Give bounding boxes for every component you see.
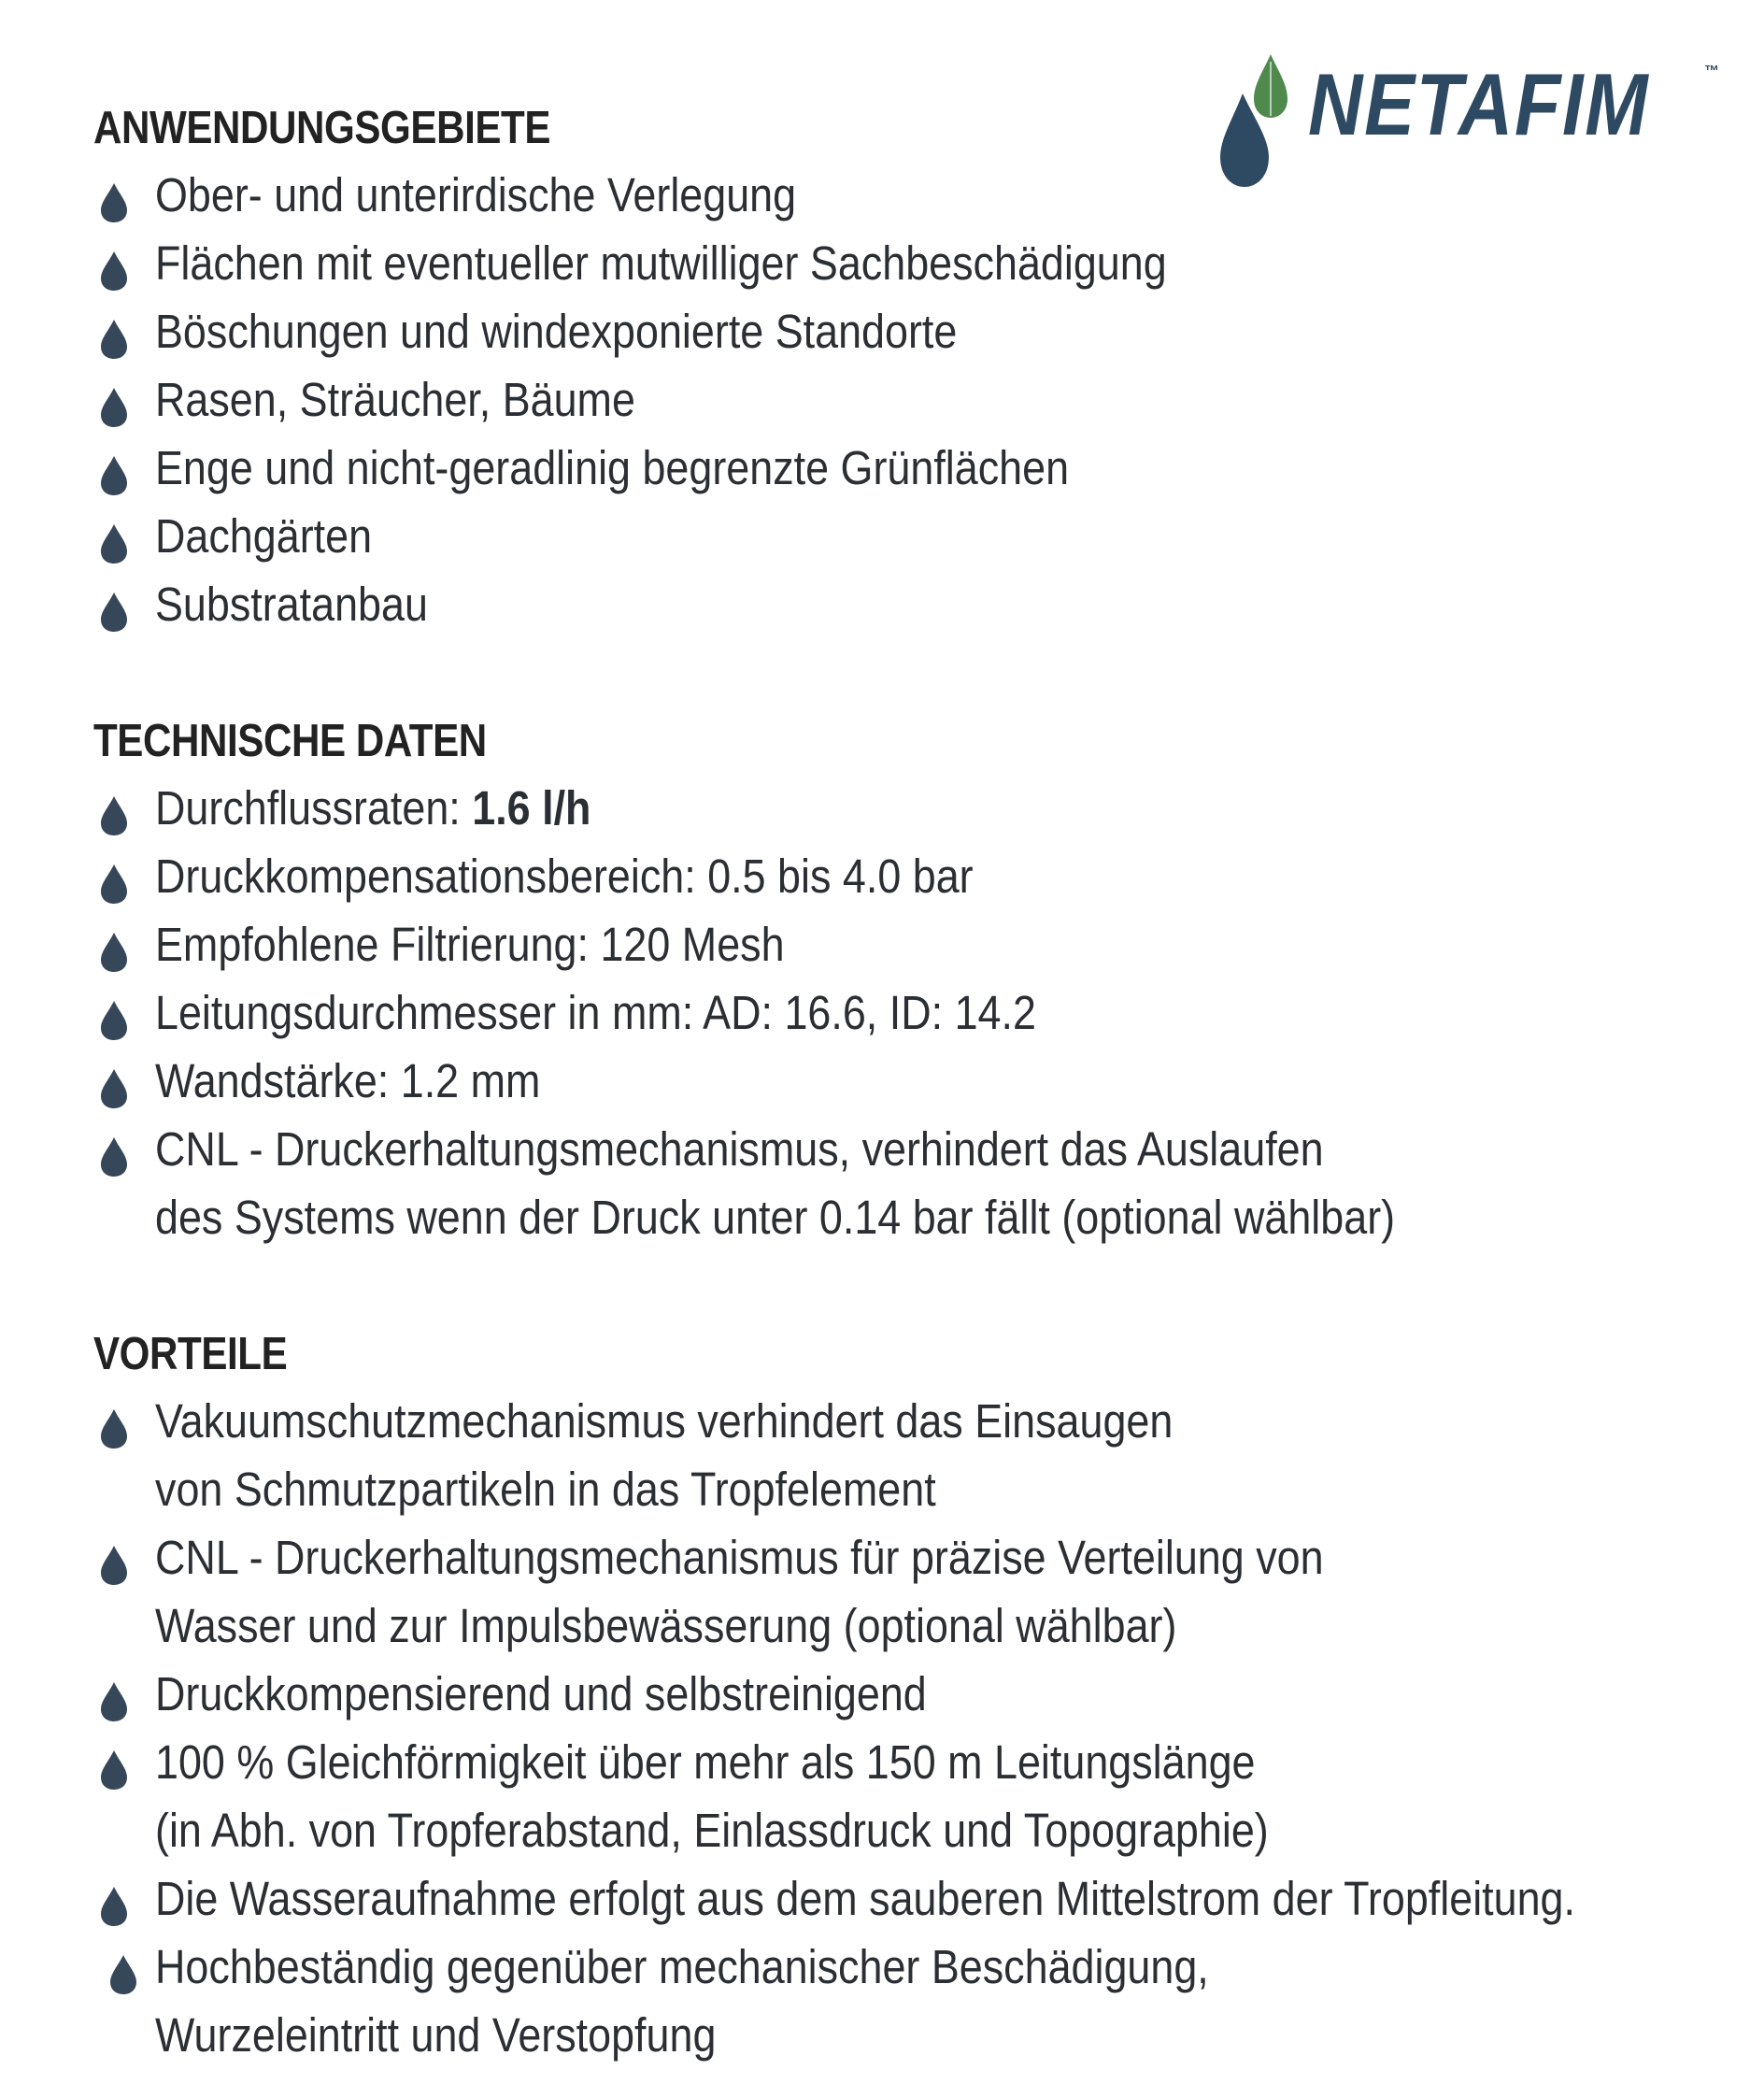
list-item: Rasen, Sträucher, Bäume xyxy=(93,365,1747,434)
section-heading: VORTEILE xyxy=(93,1329,288,1379)
bullet-list xyxy=(93,774,1747,1251)
list-item: CNL - Druckerhaltungsmechanismus für präzise Verteilung von Wasser und zur Impulsbewässerung (optional wählbar) xyxy=(93,1523,1747,1660)
section-heading: ANWENDUNGSGEBIETE xyxy=(93,103,551,153)
list-item: Hochbeständig gegenüber mechanischer Beschädigung, Wurzeleintritt und Verstopfung xyxy=(93,1933,1747,2069)
flow-rate-label: Durchflussraten: xyxy=(155,781,473,835)
section-anwendungsgebiete xyxy=(93,95,1747,638)
water-drop-icon xyxy=(97,310,131,353)
water-drop-icon xyxy=(97,1060,131,1103)
flow-rate-value: 1.6 l/h xyxy=(472,781,591,835)
list-item: CNL - Druckerhaltungsmechanismus, verhindert das Auslaufen des Systems wenn der Druck unter 0.14 bar fällt (optional wählbar) xyxy=(93,1115,1747,1251)
list-item: 100 % Gleichförmigkeit über mehr als 150 m Leitungslänge (in Abh. von Tropferabstand, Einlassdruck und Topographie) xyxy=(93,1728,1747,1864)
water-drop-icon xyxy=(97,515,131,558)
water-drop-icon xyxy=(97,174,131,217)
list-item: Enge und nicht-geradlinig begrenzte Grünflächen xyxy=(93,434,1747,502)
bullet-list xyxy=(93,161,1747,638)
water-drop-icon xyxy=(97,447,131,490)
logo-wordmark: NETAFIM xyxy=(1308,55,1650,153)
section-vorteile xyxy=(93,1321,1747,2069)
water-drop-icon xyxy=(97,1536,131,1579)
water-drop-icon xyxy=(97,855,131,898)
list-item xyxy=(93,774,1747,842)
water-drop-icon xyxy=(97,242,131,285)
list-item: Die Wasseraufnahme erfolgt aus dem sauberen Mittelstrom der Tropfleitung. xyxy=(93,1864,1747,1933)
list-item: Leitungsdurchmesser in mm: AD: 16.6, ID: 14.2 xyxy=(93,978,1747,1047)
list-item: Dachgärten xyxy=(93,502,1747,570)
list-item: Böschungen und windexponierte Standorte xyxy=(93,297,1747,365)
water-drop-icon xyxy=(97,992,131,1035)
water-drop-icon xyxy=(97,787,131,830)
water-drop-icon xyxy=(97,378,131,421)
list-item: Druckkompensierend und selbstreinigend xyxy=(93,1660,1747,1728)
section-heading: TECHNISCHE DATEN xyxy=(93,716,487,766)
list-item: Empfohlene Filtrierung: 120 Mesh xyxy=(93,910,1747,978)
list-item: Vakuumschutzmechanismus verhindert das Einsaugen von Schmutzpartikeln in das Tropfelement xyxy=(93,1387,1747,1523)
list-item: Substratanbau xyxy=(93,570,1747,638)
bullet-list xyxy=(93,1387,1747,2069)
logo-trademark: ™ xyxy=(1704,64,1719,79)
water-drop-icon xyxy=(97,1877,131,1920)
water-drop-icon xyxy=(97,1673,131,1716)
section-technische-daten xyxy=(93,708,1747,1251)
water-drop-icon xyxy=(107,1946,140,1989)
water-drop-icon xyxy=(97,1400,131,1443)
water-drop-icon xyxy=(97,583,131,626)
list-item: Druckkompensationsbereich: 0.5 bis 4.0 bar xyxy=(93,842,1747,910)
list-item: Flächen mit eventueller mutwilliger Sachbeschädigung xyxy=(93,229,1747,297)
list-item: Wandstärke: 1.2 mm xyxy=(93,1047,1747,1115)
water-drop-icon xyxy=(97,1741,131,1784)
water-drop-icon xyxy=(97,1128,131,1171)
water-drop-icon xyxy=(97,923,131,966)
list-item: Ober- und unterirdische Verlegung xyxy=(93,161,1747,229)
